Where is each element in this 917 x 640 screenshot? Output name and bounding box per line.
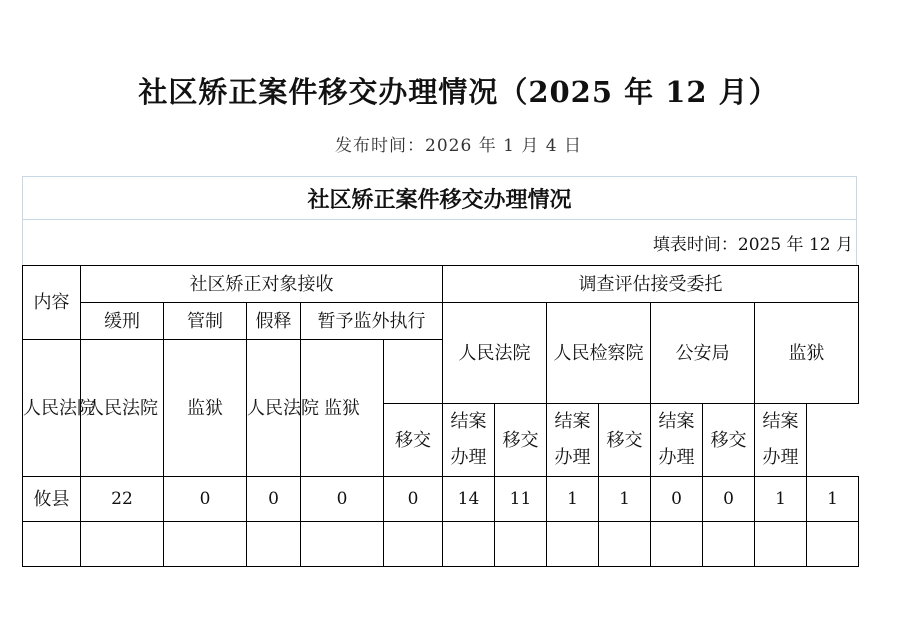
empty-cell [301,522,384,567]
header-probation-court: 人民法院 [23,340,81,477]
cell-control-court: 0 [164,477,247,522]
empty-cell [81,522,164,567]
header-survey-prison: 监狱 [755,303,859,404]
header-temp-exec-prison: 监狱 [301,340,384,477]
header-temp-exec-court: 人民法院 [247,340,301,477]
empty-cell [443,522,495,567]
empty-cell [164,522,247,567]
header-prison-closed: 结案办理 [755,404,807,477]
empty-cell [651,522,703,567]
table-title: 社区矫正案件移交办理情况 [22,176,857,220]
empty-cell [703,522,755,567]
header-group-survey: 调查评估接受委托 [443,266,859,303]
header-temp-exec: 暂予监外执行 [301,303,443,340]
header-control: 管制 [164,303,247,340]
fill-time: 填表时间：2025 年 12 月 [22,220,857,265]
row-label [23,522,81,567]
header-prison-transfer: 移交 [703,404,755,477]
empty-cell [755,522,807,567]
header-parole: 假释 [247,303,301,340]
page-title: 社区矫正案件移交办理情况（2025 年 12 月） [138,75,779,109]
header-procuratorate-closed: 结案办理 [547,404,599,477]
cell-police-closed: 0 [703,477,755,522]
header-group-receive: 社区矫正对象接收 [81,266,443,303]
statistics-table [22,265,859,567]
header-court-closed: 结案办理 [443,404,495,477]
publish-date: 发布时间：2026 年 1 月 4 日 [335,136,582,156]
cell-temp-exec-court: 0 [301,477,384,522]
header-content: 内容 [23,266,81,340]
header-row-categories [23,303,859,340]
cell-parole-prison: 0 [247,477,301,522]
header-police-transfer: 移交 [599,404,651,477]
header-control-court: 人民法院 [81,340,164,477]
cell-prison-closed: 1 [807,477,859,522]
header-court-transfer: 移交 [384,404,443,477]
cell-prison-transfer: 1 [755,477,807,522]
header-probation: 缓刑 [81,303,164,340]
empty-cell [247,522,301,567]
empty-cell [495,522,547,567]
header-police-closed: 结案办理 [651,404,703,477]
cell-police-transfer: 0 [651,477,703,522]
header-procuratorate-transfer: 移交 [495,404,547,477]
header-row-groups [23,266,859,303]
cell-temp-exec-prison: 0 [384,477,443,522]
cell-court-closed: 11 [495,477,547,522]
header-survey-procuratorate: 人民检察院 [547,303,651,404]
row-label: 攸县 [23,477,81,522]
cell-court-transfer: 14 [443,477,495,522]
header-survey-police: 公安局 [651,303,755,404]
empty-cell [807,522,859,567]
header-survey-court: 人民法院 [443,303,547,404]
empty-cell [599,522,651,567]
empty-cell [384,522,443,567]
table-row-empty [23,522,859,567]
table-row [23,477,859,522]
cell-procuratorate-closed: 1 [599,477,651,522]
empty-cell [547,522,599,567]
cell-procuratorate-transfer: 1 [547,477,599,522]
cell-probation-court: 22 [81,477,164,522]
header-parole-prison: 监狱 [164,340,247,477]
